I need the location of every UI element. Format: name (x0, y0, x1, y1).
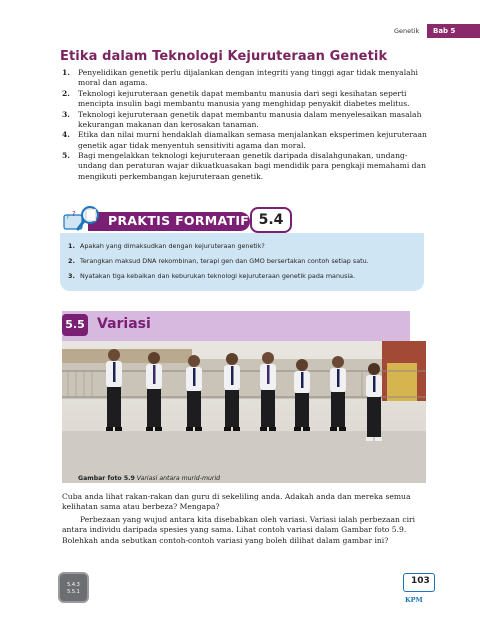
list-item (62, 68, 432, 88)
learning-standard-2: 5.5.1 (67, 589, 80, 595)
photo-caption (78, 475, 220, 482)
list-item-number: 4. (62, 130, 70, 140)
magnifier-book-icon (62, 203, 104, 233)
list-item-text: Bagi mengelakkan teknologi kejuruteraan genetik daripada disalahgunakan, undang-undang dan peraturan wajar dikuatkuasakan bagi mendidik para pengkaji memahami dan mengikuti perkembangan kejuruteraan genetik. (78, 151, 426, 181)
section-title: Etika dalam Teknologi Kejuruteraan Genetik (60, 49, 388, 64)
publisher-label: KPM (405, 596, 423, 604)
quiz-question-text: Terangkan maksud DNA rekombinan, terapi gen dan GMO bersertakan contoh setiap satu. (80, 257, 369, 265)
list-item (62, 110, 432, 130)
quiz-question-text: Apakah yang dimaksudkan dengan kejuruteraan genetik? (80, 242, 265, 250)
svg-text:?: ? (72, 210, 76, 218)
quiz-number: 5.4 (250, 207, 292, 233)
list-item-text: Etika dan nilai murni hendaklah diamalkan semasa menjalankan eksperimen kejuruteraan genetik agar tidak menyentuh sensitiviti agama dan moral. (78, 130, 427, 150)
list-item (62, 130, 432, 150)
list-item (62, 151, 432, 182)
students-photo (62, 341, 426, 483)
variasi-title: Variasi (97, 316, 151, 332)
variasi-section-number: 5.5 (62, 314, 88, 336)
quiz-question (68, 257, 369, 265)
list-item-text: Penyelidikan genetik perlu dijalankan dengan integriti yang tinggi agar tidak menyalahi moral dan agama. (78, 68, 418, 88)
list-item-text: Teknologi kejuruteraan genetik dapat membantu manusia dari segi kesihatan seperti mencipta insulin bagi membantu manusia yang menghidap penyakit diabetes melitus. (78, 88, 410, 108)
list-item-text: Teknologi kejuruteraan genetik dapat membantu manusia dalam menyelesaikan masalah kekurangan makanan dan kerosakan tanaman. (78, 109, 422, 129)
learning-standard-1: 5.4.3 (67, 582, 80, 588)
list-item-number: 5. (62, 151, 70, 161)
list-item-number: 3. (62, 109, 70, 119)
photo-caption-label: Gambar foto 5.9 (78, 475, 135, 482)
quiz-question (68, 242, 369, 250)
quiz-question-number: 1. (68, 242, 75, 250)
list-item (62, 89, 432, 109)
page-number: 103 (411, 576, 430, 586)
quiz-question-text: Nyatakan tiga kebaikan dan keburukan teknologi kejuruteraan genetik pada manusia. (80, 272, 356, 280)
svg-text:?: ? (66, 214, 70, 221)
quiz-question (68, 272, 369, 280)
chapter-topic: Genetik (394, 27, 420, 35)
chapter-tab: Bab 5 (427, 24, 480, 38)
quiz-question-number: 2. (68, 257, 75, 265)
quiz-title: PRAKTIS FORMATIF (108, 213, 250, 228)
quiz-question-number: 3. (68, 272, 75, 280)
quiz-questions (68, 242, 369, 287)
variasi-paragraph-1: Cuba anda lihat rakan-rakan dan guru di sekeliling anda. Adakah anda dan mereka semua kelihatan sama atau berbeza? Mengapa? (62, 492, 411, 512)
photo-caption-text: Variasi antara murid-murid (136, 475, 221, 482)
list-item-number: 1. (62, 68, 70, 77)
learning-standard-badge (58, 572, 89, 603)
variasi-paragraph-2: Perbezaan yang wujud antara kita disebabkan oleh variasi. Variasi ialah perbezaan ciri antara individu daripada spesies yang sama. Lihat contoh variasi dalam Gambar foto 5.9. Bolehkah anda sebutkan contoh-contoh variasi yang boleh dilihat dalam gambar ini? (62, 515, 416, 545)
list-item-number: 2. (62, 88, 70, 98)
ethics-list (62, 68, 432, 182)
